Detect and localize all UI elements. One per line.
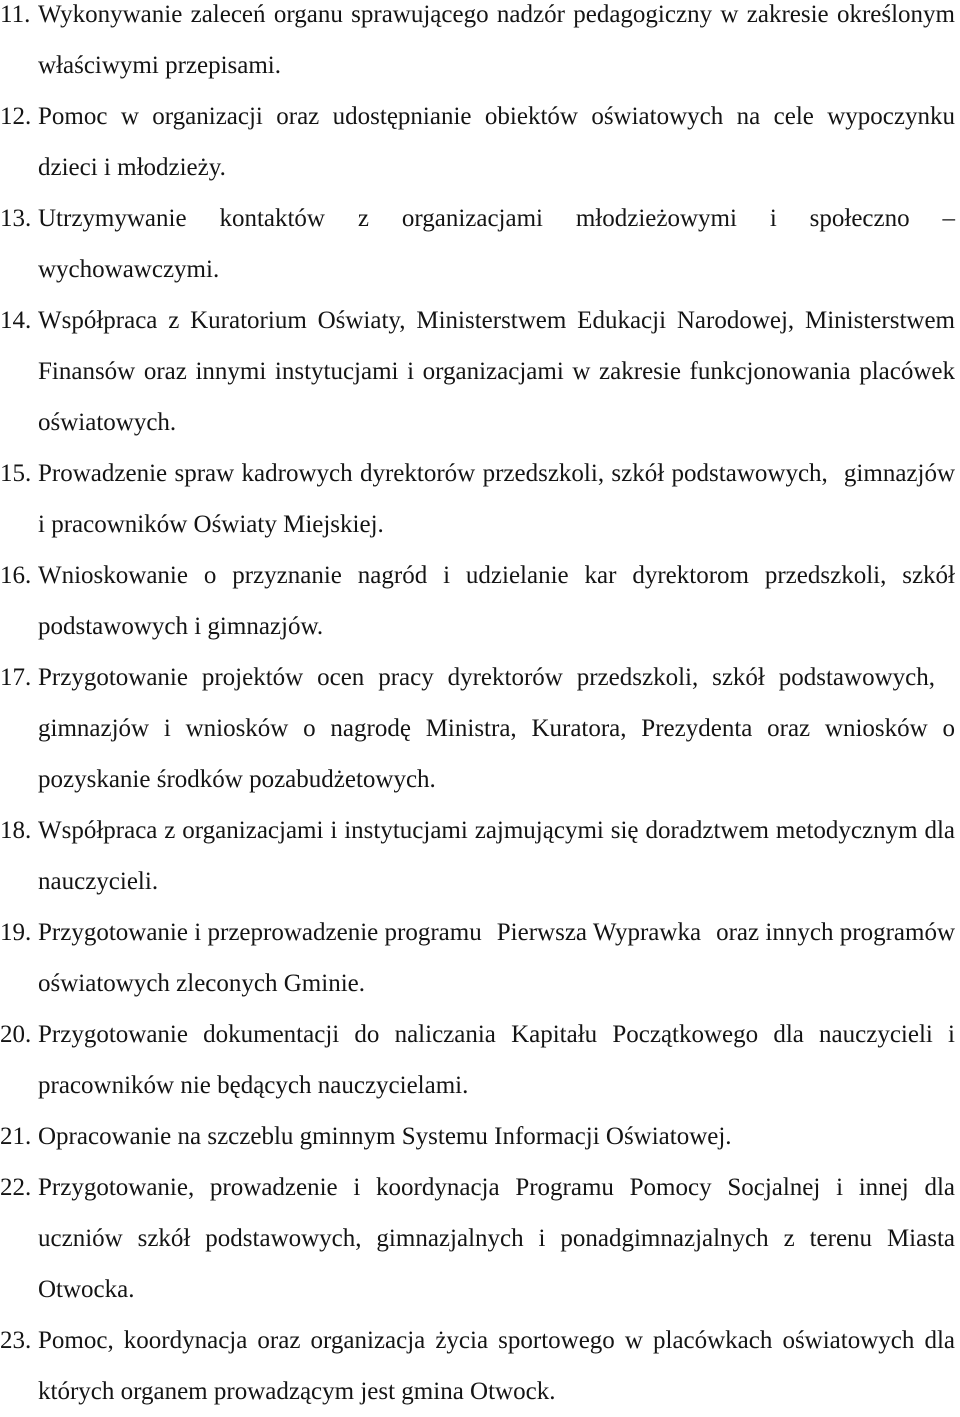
item-text: Przygotowanie, prowadzenie i koordynacja Programu Pomocy Socjalnej i innej dla uczniów szkół podstawowych, gimnazjalnych i ponadgimnazjalnych z terenu Miasta Otwocka. <box>38 1174 955 1303</box>
item-number: 23. <box>0 1327 32 1354</box>
program-name: Pierwsza Wyprawka <box>496 919 702 946</box>
item-number: 11. <box>0 1 31 28</box>
list-item-20 <box>0 1009 955 1111</box>
item-number: 21. <box>0 1123 32 1150</box>
item-number: 19. <box>0 919 32 946</box>
list-item-12 <box>0 91 955 193</box>
list-item-23 <box>0 1315 955 1417</box>
list-item-22 <box>0 1162 955 1315</box>
list-item-16 <box>0 550 955 652</box>
item-text: Pomoc w organizacji oraz udostępnianie obiektów oświatowych na cele wypoczynku dzieci i młodzieży. <box>38 103 955 181</box>
item-text: Przygotowanie i przeprowadzenie programu Pierwsza Wyprawka oraz innych programów oświatowych zleconych Gminie. <box>38 919 955 997</box>
list-item-21 <box>0 1111 955 1162</box>
item-number: 22. <box>0 1174 32 1201</box>
item-text: Pomoc, koordynacja oraz organizacja życia sportowego w placówkach oświatowych dla których organem prowadzącym jest gmina Otwock. <box>38 1327 955 1405</box>
item-text: Utrzymywanie kontaktów z organizacjami młodzieżowymi i społeczno – wychowawczymi. <box>38 205 955 283</box>
list-item-17 <box>0 652 955 805</box>
item-text: Wnioskowanie o przyznanie nagród i udzielanie kar dyrektorom przedszkoli, szkół podstawowych i gimnazjów. <box>38 562 955 640</box>
item-text: Współpraca z Kuratorium Oświaty, Ministerstwem Edukacji Narodowej, Ministerstwem Finansów oraz innymi instytucjami i organizacjami w zakresie funkcjonowania placówek oświatowych. <box>38 307 955 436</box>
list-item-19 <box>0 907 955 1009</box>
item-text: Przygotowanie projektów ocen pracy dyrektorów przedszkoli, szkół podstawowych, gimnazjów i wniosków o nagrodę Ministra, Kuratora, Prezydenta oraz wniosków o pozyskanie środków pozabudżetowych. <box>38 664 955 793</box>
item-number: 15. <box>0 460 32 487</box>
item-number: 16. <box>0 562 32 589</box>
item-text: Przygotowanie dokumentacji do naliczania Kapitału Początkowego dla nauczycieli i pracowników nie będących nauczycielami. <box>38 1021 955 1099</box>
item-text: Prowadzenie spraw kadrowych dyrektorów przedszkoli, szkół podstawowych, gimnazjów i pracowników Oświaty Miejskiej. <box>38 460 956 538</box>
item-number: 14. <box>0 307 32 334</box>
item-number: 20. <box>0 1021 32 1048</box>
item-text: Wykonywanie zaleceń organu sprawującego nadzór pedagogiczny w zakresie określonym właściwymi przepisami. <box>38 1 955 79</box>
item-number: 12. <box>0 103 32 130</box>
list-item-15 <box>0 448 955 550</box>
item-text: Opracowanie na szczeblu gminnym Systemu Informacji Oświatowej. <box>38 1123 732 1150</box>
list-item-13 <box>0 193 955 295</box>
list-item-14 <box>0 295 955 448</box>
item-number: 18. <box>0 817 32 844</box>
item-number: 17. <box>0 664 32 691</box>
list-item-11 <box>0 0 955 91</box>
item-number: 13. <box>0 205 32 232</box>
list-item-18 <box>0 805 955 907</box>
item-text: Współpraca z organizacjami i instytucjami zajmującymi się doradztwem metodycznym dla nauczycieli. <box>38 817 955 895</box>
